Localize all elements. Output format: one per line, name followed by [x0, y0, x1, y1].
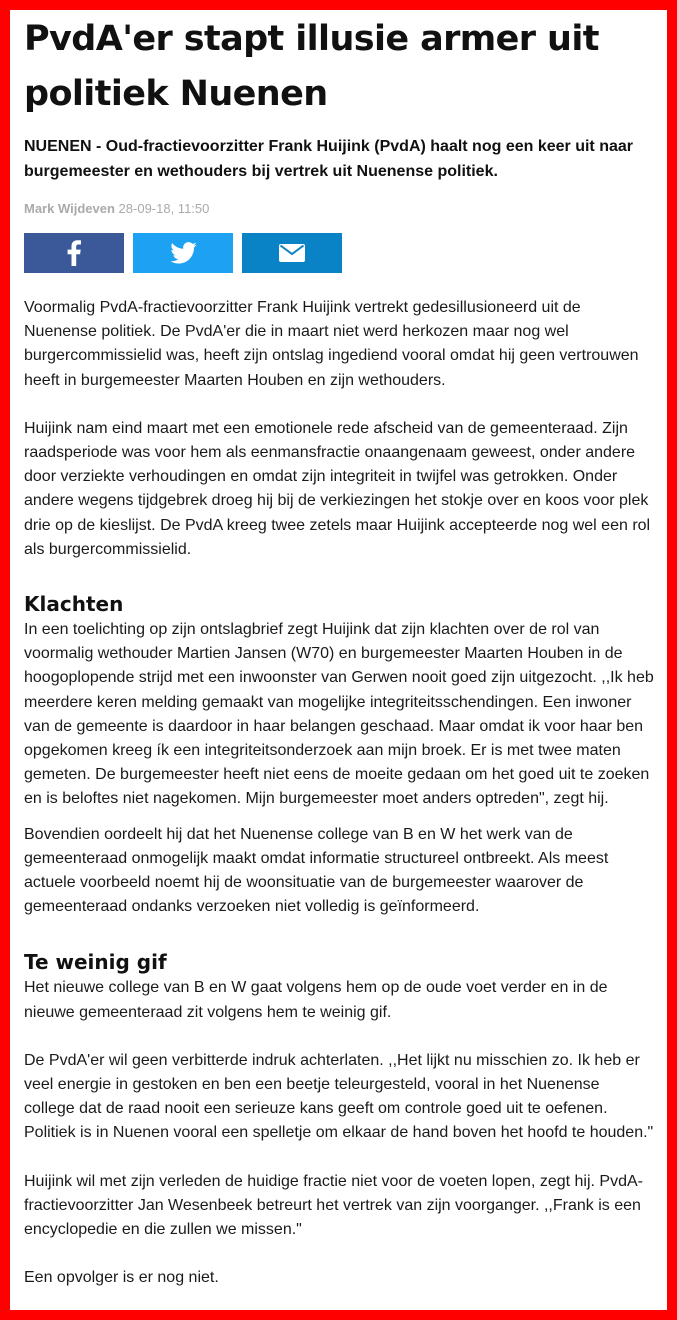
paragraph: Huijink wil met zijn verleden de huidige fractie niet voor de voeten lopen, zegt hij. PvdA-fractievoorzitter Jan Wesenbeek betreurt het vertrek van zijn voorganger. ,,Frank is een encyclopedie en die zullen we missen.": [24, 1172, 643, 1239]
paragraph: Een opvolger is er nog niet.: [24, 1269, 219, 1287]
author-link[interactable]: Mark Wijdeven: [24, 201, 115, 216]
article: [24, 12, 654, 1291]
paragraph: In een toelichting op zijn ontslagbrief zegt Huijink dat zijn klachten over de rol van voormalig wethouder Martien Jansen (W70) en burgemeester Maarten Houben in de hoogoplopende strijd met een inwoonster van Gerwen nooit goed zijn uitgezocht. ,,Ik heb meerdere keren melding gemaakt van mogelijke integriteitsschendingen. Een inwoner van de gemeente is daardoor in haar belangen geschaad. Maar omdat ik voor haar ben opgekomen kreeg ík een integriteitsonderzoek aan mijn broek. Er is met twee maten gemeten. De burgemeester heeft niet eens de moeite gedaan om het goed uit te zoeken en is beloftes niet nagekomen. Mijn burgemeester moet anders optreden", zegt hij.: [24, 621, 654, 808]
paragraph: Bovendien oordeelt hij dat het Nuenense college van B en W het werk van de gemeenteraad onmogelijk maakt omdat informatie structureel ontbreekt. Als meest actuele voorbeeld noemt hij de woonsituatie van de burgemeester waarover de gemeenteraad ondanks verzoeken niet volledig is geïnformeerd.: [24, 825, 609, 916]
facebook-icon: [67, 240, 81, 266]
subheading-klachten: Klachten: [24, 592, 124, 617]
paragraph: De PvdA'er wil geen verbitterde indruk achterlaten. ,,Het lijkt nu misschien zo. Ik heb er veel energie in gestoken en ben een beetje teleurgesteld, vooral in het Nuenense college dat de raad nooit een serieuze kans geeft om controle goed uit te oefenen. Politiek is in Nuenen vooral een spelletje om elkaar de hand boven het hoofd te houden.": [24, 1051, 654, 1142]
byline: [24, 200, 654, 218]
paragraph: Huijink nam eind maart met een emotionele rede afscheid van de gemeenteraad. Zijn raadsperiode was voor hem als eenmansfractie onaangenaam geweest, onder andere door verziekte verhoudingen en omdat zijn integriteit in twijfel was getrokken. Onder andere wegens tijdgebrek droeg hij bij de verkiezingen het stokje over en koos voor plek drie op de kieslijst. De PvdA kreeg twee zetels maar Huijink accepteerde nog wel een rol als burgercommissielid.: [24, 419, 651, 558]
article-title: PvdA'er stapt illusie armer uit politiek Nuenen: [24, 19, 599, 114]
paragraph: Voormalig PvdA-fractievoorzitter Frank Huijink vertrekt gedesillusioneerd uit de Nuenense politiek. De PvdA'er die in maart niet werd herkozen maar nog wel burgercommissielid was, heeft zijn ontslag ingediend vooral omdat hij geen vertrouwen heeft in burgemeester Maarten Houben en zijn wethouders.: [24, 299, 639, 389]
mail-icon: [279, 244, 305, 262]
publish-date: 28-09-18, 11:50: [118, 201, 210, 216]
subheading-te-weinig-gif: Te weinig gif: [24, 950, 167, 975]
twitter-share-button[interactable]: [133, 233, 233, 273]
email-share-button[interactable]: [242, 233, 342, 273]
paragraph: Het nieuwe college van B en W gaat volgens hem op de oude voet verder en in de nieuwe gemeenteraad zit volgens hem te weinig gif.: [24, 979, 608, 1021]
article-body: [24, 296, 654, 1291]
facebook-share-button[interactable]: [24, 233, 124, 273]
article-lead: NUENEN - Oud-fractievoorzitter Frank Huijink (PvdA) haalt nog een keer uit naar burgemeester en wethouders bij vertrek uit Nuenense politiek.: [24, 138, 633, 180]
share-bar: [24, 233, 654, 273]
twitter-icon: [170, 242, 197, 264]
